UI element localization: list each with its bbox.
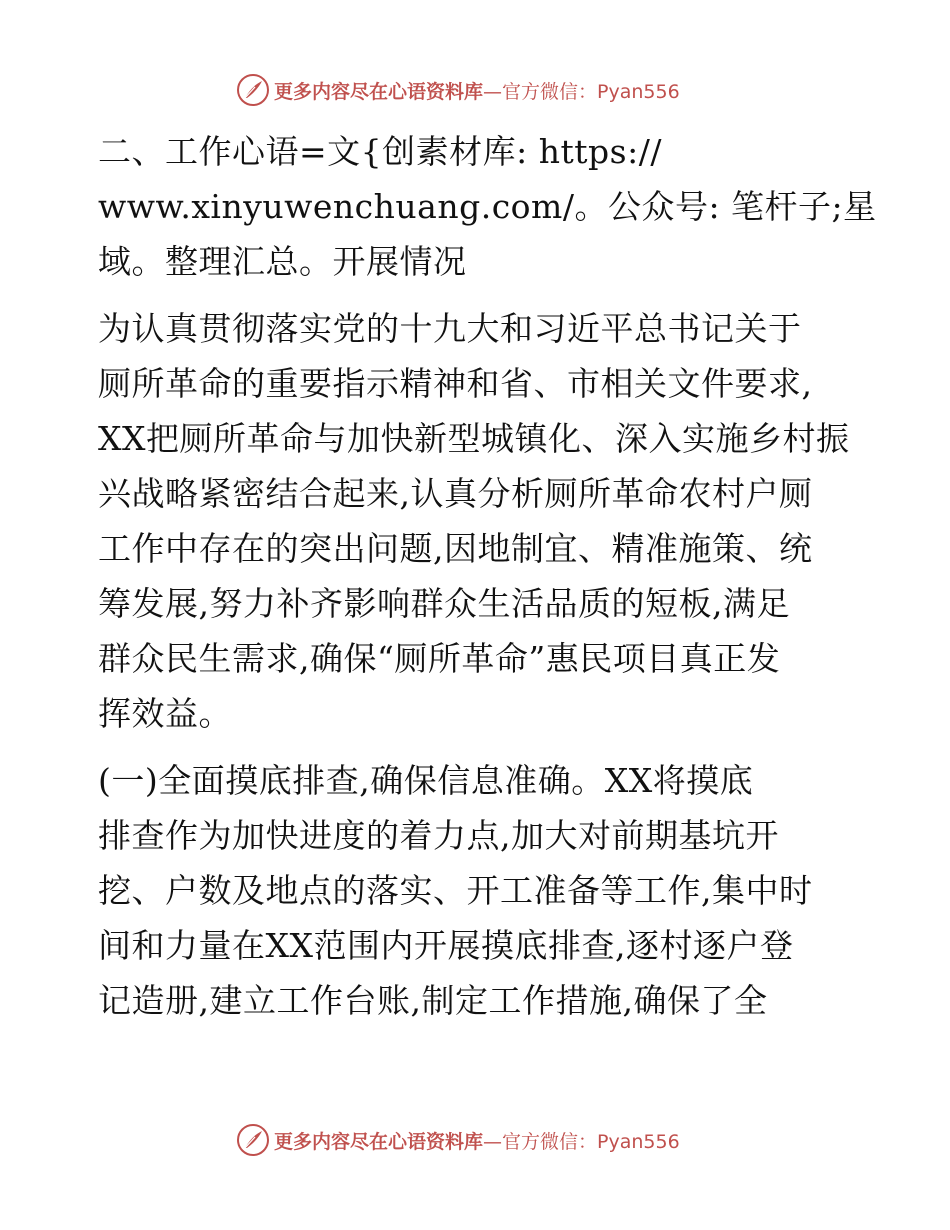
- text-line: 间和力量在XX范围内开展摸底排查,逐村逐户登: [98, 926, 794, 965]
- paragraph-item-one: [98, 753, 868, 1028]
- text-line: 排查作为加快进度的着力点,加大对前期基坑开: [98, 816, 779, 855]
- footer-banner-wechat-id: Pyan556: [597, 1130, 680, 1153]
- footer-banner-main: 更多内容尽在心语资料库: [274, 1130, 484, 1153]
- paragraph-intro: [98, 301, 868, 741]
- document-body: [98, 124, 877, 1040]
- text-line: 为认真贯彻落实党的十九大和习近平总书记关于: [98, 309, 802, 348]
- text-line: 挖、户数及地点的落实、开工准备等工作,集中时: [98, 871, 813, 910]
- text-line: 群众民生需求,确保“厕所革命”惠民项目真正发: [98, 639, 781, 678]
- text-line: 工作中存在的突出问题,因地制宜、精准施策、统: [98, 529, 813, 568]
- text-line: XX把厕所革命与加快新型城镇化、深入实施乡村振: [98, 419, 850, 458]
- footer-banner: [236, 1123, 680, 1157]
- text-line: 兴战略紧密结合起来,认真分析厕所革命农村户厕: [98, 474, 813, 513]
- header-banner-separator: —: [483, 80, 503, 103]
- footer-banner-text: [274, 1127, 680, 1154]
- text-line: 挥效益。: [98, 694, 232, 733]
- text-line: 域。整理汇总。开展情况: [98, 242, 467, 281]
- text-line: 筹发展,努力补齐影响群众生活品质的短板,满足: [98, 584, 790, 623]
- text-line: www.xinyuwenchuang.com/。公众号: 笔杆子;星: [98, 187, 877, 226]
- feather-pen-logo-icon: [236, 73, 270, 107]
- text-line: 厕所革命的重要指示精神和省、市相关文件要求,: [98, 364, 813, 403]
- text-line: (一)全面摸底排查,确保信息准确。XX将摸底: [98, 761, 754, 800]
- feather-pen-logo-icon: [236, 1123, 270, 1157]
- header-banner-text: [274, 77, 680, 104]
- header-banner-wechat-id: Pyan556: [597, 80, 680, 103]
- text-line: 二、工作心语=文{创素材库: https://: [98, 132, 662, 171]
- header-banner-main: 更多内容尽在心语资料库: [274, 80, 484, 103]
- footer-banner-separator: —: [483, 1130, 503, 1153]
- header-banner: [236, 73, 680, 107]
- text-line: 记造册,建立工作台账,制定工作措施,确保了全: [98, 981, 768, 1020]
- footer-banner-wechat-label: 官方微信：: [502, 1130, 598, 1153]
- paragraph-section-heading: [98, 124, 877, 289]
- header-banner-wechat-label: 官方微信：: [502, 80, 598, 103]
